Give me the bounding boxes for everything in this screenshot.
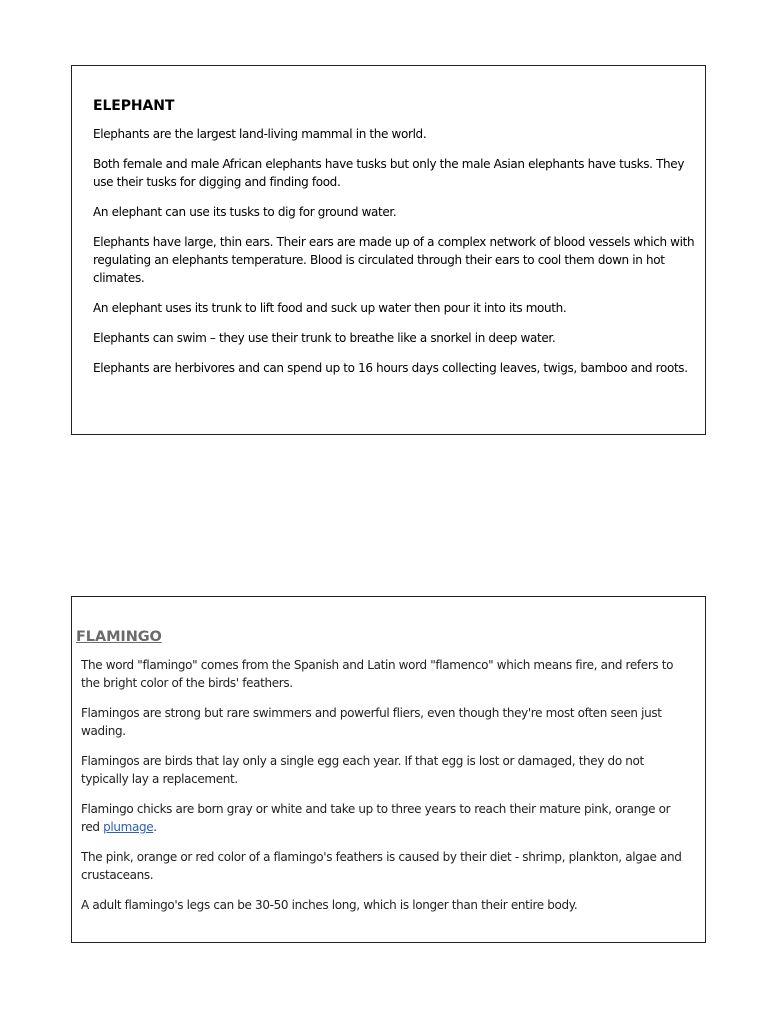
flamingo-paragraph: Flamingos are strong but rare swimmers and powerful fliers, even though they're most often seen just wading. bbox=[81, 706, 662, 738]
flamingo-paragraph: A adult flamingo's legs can be 30-50 inches long, which is longer than their entire body. bbox=[81, 898, 578, 912]
elephant-paragraph: Both female and male African elephants have tusks but only the male Asian elephants have tusks. They use their tusks for digging and finding food. bbox=[93, 157, 685, 189]
flamingo-paragraph-chicks bbox=[81, 800, 691, 836]
flamingo-paragraph: Flamingos are birds that lay only a single egg each year. If that egg is lost or damaged, they do not typically lay a replacement. bbox=[81, 754, 644, 786]
flamingo-card bbox=[71, 596, 706, 943]
elephant-paragraph: Elephants are the largest land-living mammal in the world. bbox=[93, 127, 427, 141]
elephant-card bbox=[71, 65, 706, 435]
elephant-paragraph: Elephants can swim – they use their trunk to breathe like a snorkel in deep water. bbox=[93, 331, 556, 345]
elephant-title: ELEPHANT bbox=[93, 98, 175, 114]
elephant-paragraph: An elephant can use its tusks to dig for ground water. bbox=[93, 205, 397, 219]
plumage-link[interactable]: plumage bbox=[103, 820, 154, 834]
elephant-paragraph: Elephants are herbivores and can spend up to 16 hours days collecting leaves, twigs, bamboo and roots. bbox=[93, 361, 688, 375]
elephant-paragraph: Elephants have large, thin ears. Their ears are made up of a complex network of blood vessels which with regulating an elephants temperature. Blood is circulated through their ears to cool them down in hot climates. bbox=[93, 235, 695, 285]
elephant-paragraph: An elephant uses its trunk to lift food and suck up water then pour it into its mouth. bbox=[93, 301, 567, 315]
flamingo-chicks-text: Flamingo chicks are born gray or white and take up to three years to reach their mature pink, orange or red bbox=[81, 802, 671, 834]
flamingo-paragraph: The pink, orange or red color of a flamingo's feathers is caused by their diet - shrimp, plankton, algae and crustaceans. bbox=[81, 850, 682, 882]
flamingo-chicks-end: . bbox=[153, 820, 157, 834]
flamingo-title: FLAMINGO bbox=[76, 629, 162, 645]
flamingo-paragraph: The word "flamingo" comes from the Spanish and Latin word "flamenco" which means fire, and refers to the bright color of the birds' feathers. bbox=[81, 658, 674, 690]
